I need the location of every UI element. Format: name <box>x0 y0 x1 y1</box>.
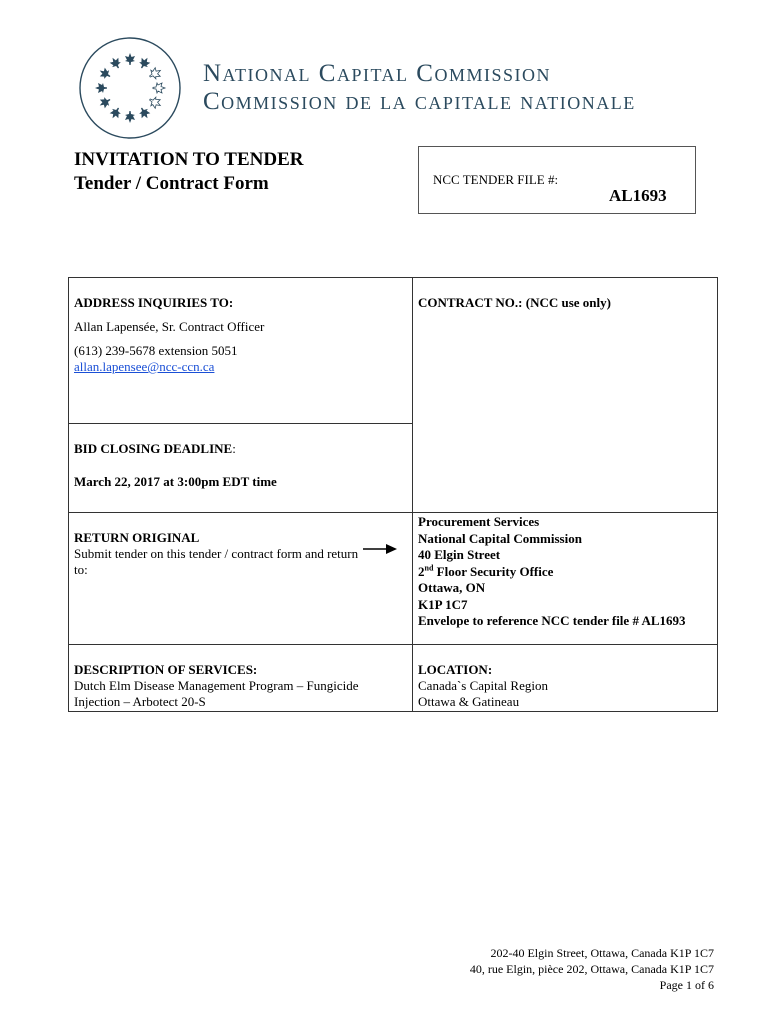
org-name-french: Commission de la capitale nationale <box>203 88 636 115</box>
page-title: INVITATION TO TENDER <box>74 149 304 170</box>
maple-leaf-icon <box>125 111 135 123</box>
maple-leaf-icon <box>97 95 112 110</box>
row-divider <box>69 423 412 424</box>
location-line: Ottawa & Gatineau <box>418 694 520 709</box>
tender-file-label: NCC TENDER FILE #: <box>433 172 559 187</box>
address-line: Ottawa, ON <box>418 580 486 595</box>
deadline-heading <box>74 441 236 457</box>
row-divider <box>69 644 717 645</box>
maple-leaf-icon <box>108 105 123 120</box>
inquiries-phone: (613) 239-5678 extension 5051 <box>74 343 238 358</box>
contract-no-heading: CONTRACT NO.: (NCC use only) <box>418 295 611 310</box>
description-line: Injection – Arbotect 20-S <box>74 694 206 709</box>
footer-address-en: 202-40 Elgin Street, Ottawa, Canada K1P 1C7 <box>490 946 714 960</box>
maple-leaf-icon <box>95 83 107 93</box>
floor-number: 2 <box>418 563 425 579</box>
floor-text: Floor Security Office <box>433 563 554 579</box>
footer-address-fr: 40, rue Elgin, pièce 202, Ottawa, Canada K1P 1C7 <box>469 962 714 976</box>
address-line: National Capital Commission <box>418 530 582 546</box>
column-divider <box>412 278 413 711</box>
deadline-value: March 22, 2017 at 3:00pm EDT time <box>74 474 277 489</box>
row-divider <box>69 512 717 513</box>
inquiries-email-link[interactable]: allan.lapensee@ncc-ccn.ca <box>74 359 215 374</box>
tender-file-value: AL1693 <box>609 186 667 205</box>
maple-leaf-icon <box>147 95 162 110</box>
maple-leaf-icon <box>108 55 123 70</box>
maple-leaf-icon <box>153 83 165 93</box>
inquiries-heading: ADDRESS INQUIRIES TO: <box>74 295 234 310</box>
address-line: Envelope to reference NCC tender file # AL1693 <box>418 613 686 628</box>
maple-leaf-ring-logo <box>78 36 182 140</box>
page-number: Page 1 of 6 <box>659 978 714 992</box>
maple-leaf-icon <box>137 105 152 120</box>
location-heading: LOCATION: <box>418 662 493 677</box>
maple-leaf-icon <box>97 66 112 81</box>
floor-ordinal: nd <box>424 563 434 573</box>
maple-leaf-icon <box>147 66 162 81</box>
location-line: Canada`s Capital Region <box>418 678 548 693</box>
description-line: Dutch Elm Disease Management Program – Fungicide <box>74 678 359 693</box>
deadline-heading-colon: : <box>232 441 236 456</box>
address-line: K1P 1C7 <box>418 596 468 612</box>
org-name-english: National Capital Commission <box>203 60 551 87</box>
inquiries-contact-name: Allan Lapensée, Sr. Contract Officer <box>74 319 265 334</box>
return-heading: RETURN ORIGINAL <box>74 530 200 545</box>
maple-leaf-icon <box>137 55 152 70</box>
maple-leaf-icon <box>125 53 135 65</box>
right-arrow-icon <box>362 542 398 556</box>
return-instruction: Submit tender on this tender / contract form and return to: <box>74 546 359 577</box>
deadline-heading-text: BID CLOSING DEADLINE <box>74 441 233 456</box>
description-heading: DESCRIPTION OF SERVICES: <box>74 662 258 677</box>
address-line <box>418 564 686 581</box>
page-subtitle: Tender / Contract Form <box>74 173 269 194</box>
return-address <box>418 514 686 630</box>
address-line: Procurement Services <box>418 514 540 529</box>
address-line: 40 Elgin Street <box>418 547 501 562</box>
